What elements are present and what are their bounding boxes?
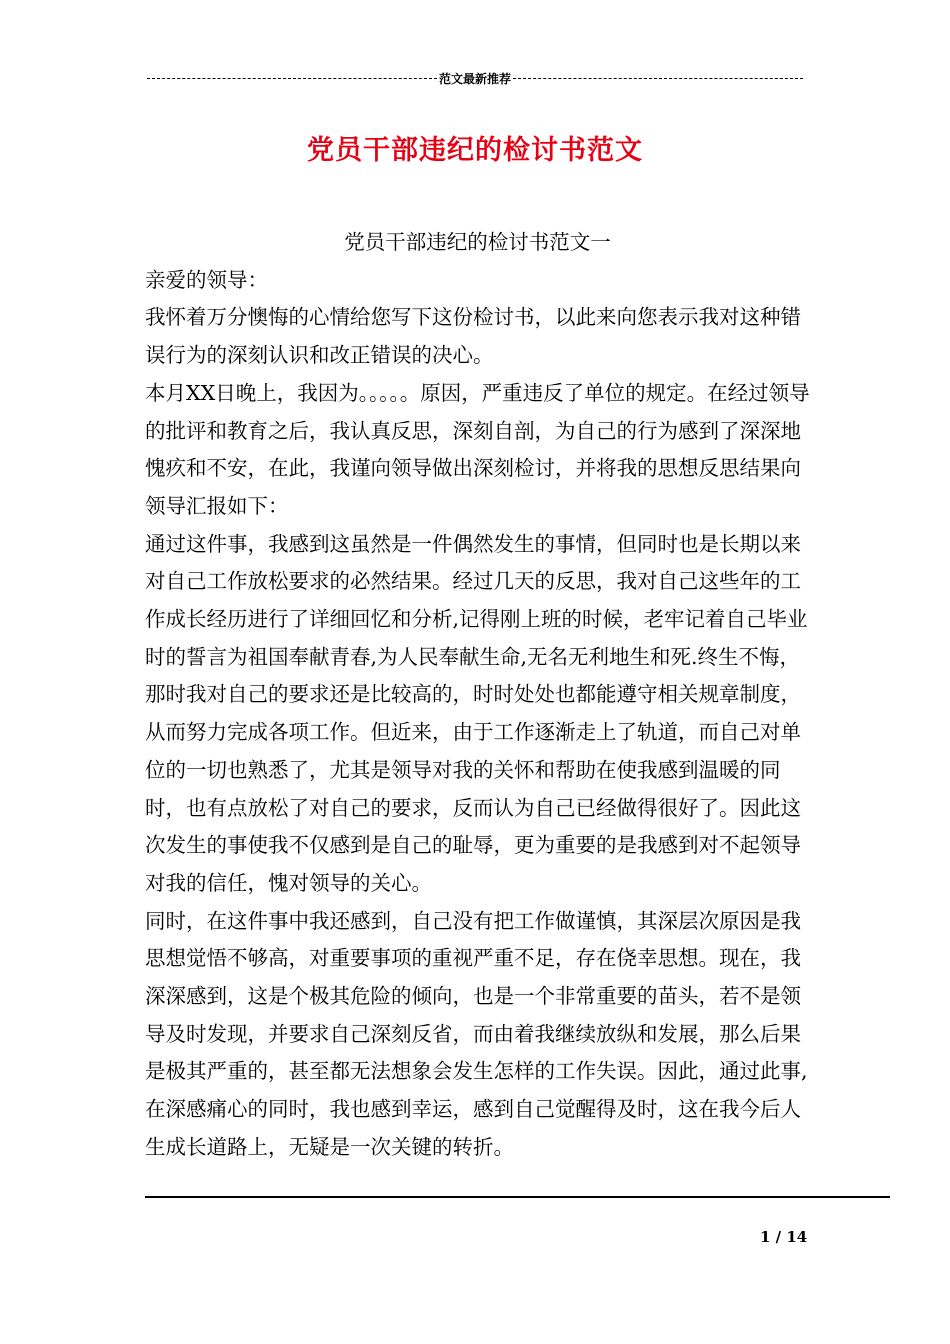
paragraph: 同时，在这件事中我还感到，自己没有把工作做谨慎，其深层次原因是我思想觉悟不够高，对重要事项的重视严重不足，存在侥幸思想。现在，我深深感到，这是个极其危险的倾向，也是一个非常重要的苗头，若不是领导及时发现，并要求自己深刻反省，而由着我继续放纵和发展，那么后果是极其严重的，甚至都无法想象会发生怎样的工作失误。因此，通过此事,在深感痛心的同时，我也感到幸运，感到自己觉醒得及时，这在我今后人生成长道路上，无疑是一次关键的转折。 xyxy=(145,908,808,1159)
page-header xyxy=(145,70,805,86)
salutation: 亲爱的领导： xyxy=(145,267,268,292)
paragraph: 我怀着万分懊悔的心情给您写下这份检讨书，以此来向您表示我对这种错误行为的深刻认识和改正错误的决心。 xyxy=(145,305,801,368)
paragraph: 本月XX日晚上，我因为。。。。。原因，严重违反了单位的规定。在经过领导的批评和教育之后，我认真反思，深刻自剖，为自己的行为感到了深深地愧疚和不安，在此，我谨向领导做出深刻检讨，并将我的思想反思结果向领导汇报如下： xyxy=(145,380,810,518)
page-number: 1 / 14 xyxy=(760,1228,808,1246)
header-dash-left xyxy=(147,78,437,80)
document-body xyxy=(145,224,810,1167)
header-label: 范文最新推荐 xyxy=(438,71,511,86)
paragraph: 通过这件事，我感到这虽然是一件偶然发生的事情，但同时也是长期以来对自己工作放松要求的必然结果。经过几天的反思，我对自己这些年的工作成长经历进行了详细回忆和分析,记得刚上班的时候，老牢记着自己毕业时的誓言为祖国奉献青春,为人民奉献生命,无名无利地生和死.终生不悔，那时我对自己的要求还是比较高的，时时处处也都能遵守相关规章制度，从而努力完成各项工作。但近来，由于工作逐渐走上了轨道，而自己对单位的一切也熟悉了，尤其是领导对我的关怀和帮助在使我感到温暖的同时，也有点放松了对自己的要求，反而认为自己已经做得很好了。因此这次发生的事使我不仅感到是自己的耻辱，更为重要的是我感到对不起领导对我的信任，愧对领导的关心。 xyxy=(145,531,808,895)
header-dash-right xyxy=(513,78,803,80)
footer-divider xyxy=(145,1196,890,1198)
document-title: 党员干部违纪的检讨书范文 xyxy=(307,135,643,166)
section-subtitle: 党员干部违纪的检讨书范文一 xyxy=(344,230,611,254)
